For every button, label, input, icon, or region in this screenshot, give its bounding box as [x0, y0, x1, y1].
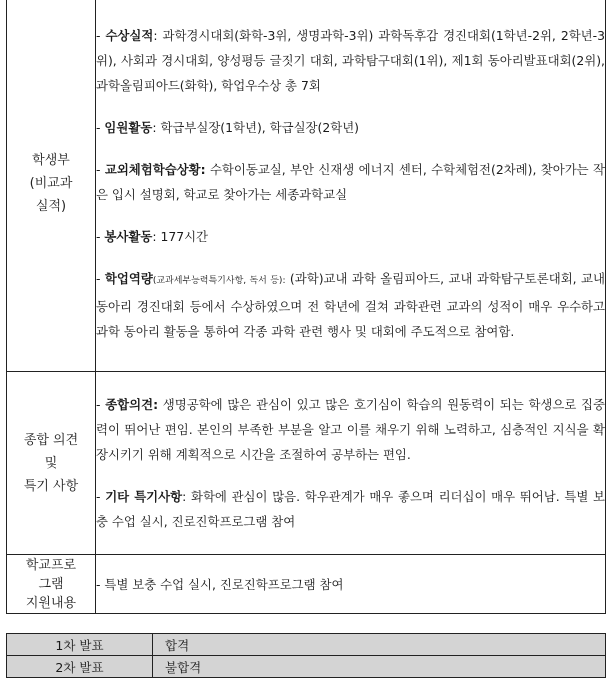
row-label-program [7, 555, 96, 614]
field-trip-item: - 교외체험학습상황: 수학이동교실, 부안 신재생 에너지 센터, 수학체험전(2차례), 찾아가는 작은 입시 설명회, 학교로 찾아가는 세종과학교실 [96, 161, 605, 202]
item-key: 교외체험학습상황: [104, 161, 206, 177]
item-text: 과학경시대회(화학-3위, 생명과학-3위) 과학독후감 경진대회(1학년-2위, 2학년-3위), 사회과 경시대회, 양성평등 글짓기 대회, 과학탐구대회(1위), 제1회 동아리발표대회(2위), 과학올림피아드(화학), 학업우수상 총 7회 [96, 27, 605, 93]
row-label-opinion [7, 372, 96, 555]
result-value-first: 합격 [153, 634, 606, 656]
item-key: 임원활동 [104, 119, 153, 135]
officer-item: - 임원활동: 학급부실장(1학년), 학급실장(2학년) [96, 119, 360, 135]
item-text: 학급부실장(1학년), 학급실장(2학년) [160, 119, 360, 135]
record-row-opinion [7, 372, 606, 555]
label-line: 종합 의견 [23, 432, 79, 448]
item-note: (교과세부능력특기사항, 독서 등): [152, 275, 286, 286]
volunteer-item: - 봉사활동: 177시간 [96, 228, 209, 244]
label-line: 및 [44, 455, 58, 471]
result-table [6, 633, 606, 678]
opinion-content [96, 372, 606, 555]
result-row [7, 656, 606, 678]
awards-item: - 수상실적: 과학경시대회(화학-3위, 생명과학-3위) 과학독후감 경진대회(1학년-2위, 2학년-3위), 사회과 경시대회, 양성평등 글짓기 대회, 과학탐구대회(1위), 제1회 동아리발표대회(2위), 과학올림피아드(화학), 학업우수상 총 7회 [96, 27, 605, 93]
label-line: (비교과 [29, 175, 73, 191]
label-line: 특기 사항 [23, 478, 79, 494]
item-key: 종합의견: [105, 397, 159, 412]
item-text: 177시간 [160, 228, 209, 244]
label-line: 학교프로 [25, 557, 77, 573]
result-value-second: 불합격 [153, 656, 606, 678]
item-text: 생명공학에 많은 관심이 있고 많은 호기심이 학습의 원동력이 되는 학생으로 집중력이 뛰어난 편임. 본인의 부족한 부분을 알고 이를 채우기 위해 노력하고, 심층적인 지식을 확장시키기 위해 계획적으로 시간을 조절하여 공부하는 편임. [96, 397, 605, 462]
item-text: : 화학에 관심이 많음. 학우관계가 매우 좋으며 리더십이 매우 뛰어남. 특별 보충 수업 실시, 진로진학프로그램 참여 [96, 489, 605, 529]
label-line: 학생부 [32, 152, 70, 168]
label-line: 지원내용 [25, 595, 77, 611]
result-label-first: 1차 발표 [7, 634, 153, 656]
record-row-nonacademic [7, 0, 606, 372]
item-key: 수상실적 [105, 27, 154, 43]
label-line: 그램 [38, 576, 64, 592]
nonacademic-content [96, 0, 606, 372]
item-key: 학업역량 [104, 270, 153, 286]
program-support-content: - 특별 보충 수업 실시, 진로진학프로그램 참여 [96, 555, 606, 614]
record-row-program [7, 555, 606, 614]
academic-ability-item: - 학업역량(교과세부능력특기사항, 독서 등): (과학)교내 과학 올림피아드, 교내 과학탐구토론대회, 교내 동아리 경진대회 등에서 수상하였으며 전 학년에 걸쳐 과학관련 교과의 성적이 매우 우수하고 과학 동아리 활동을 통하여 각종 과학 관련 행사 및 대회에 주도적으로 참여함. [96, 270, 605, 339]
overall-opinion-item: - 종합의견: 생명공학에 많은 관심이 있고 많은 호기심이 학습의 원동력이 되는 학생으로 집중력이 뛰어난 편임. 본인의 부족한 부분을 알고 이를 채우기 위해 노력하고, 심층적인 지식을 확장시키기 위해 계획적으로 시간을 조절하여 공부하는 편임. [96, 397, 605, 462]
item-text: 수학이동교실, 부안 신재생 에너지 센터, 수학체험전(2차례), 찾아가는 작은 입시 설명회, 학교로 찾아가는 세종과학교실 [96, 161, 605, 202]
item-text: (과학)교내 과학 올림피아드, 교내 과학탐구토론대회, 교내 동아리 경진대회 등에서 수상하였으며 전 학년에 걸쳐 과학관련 교과의 성적이 매우 우수하고 과학 동아리 활동을 통하여 각종 과학 관련 행사 및 대회에 주도적으로 참여함. [96, 270, 605, 339]
label-line: 실적) [35, 198, 67, 214]
row-label-nonacademic [7, 0, 96, 372]
other-notes-item: - 기타 특기사항: 화학에 관심이 많음. 학우관계가 매우 좋으며 리더십이 매우 뛰어남. 특별 보충 수업 실시, 진로진학프로그램 참여 [96, 489, 605, 529]
item-key: 기타 특기사항 [105, 489, 183, 504]
student-record-table [6, 0, 606, 614]
result-row [7, 634, 606, 656]
item-key: 봉사활동 [104, 228, 153, 244]
result-label-second: 2차 발표 [7, 656, 153, 678]
